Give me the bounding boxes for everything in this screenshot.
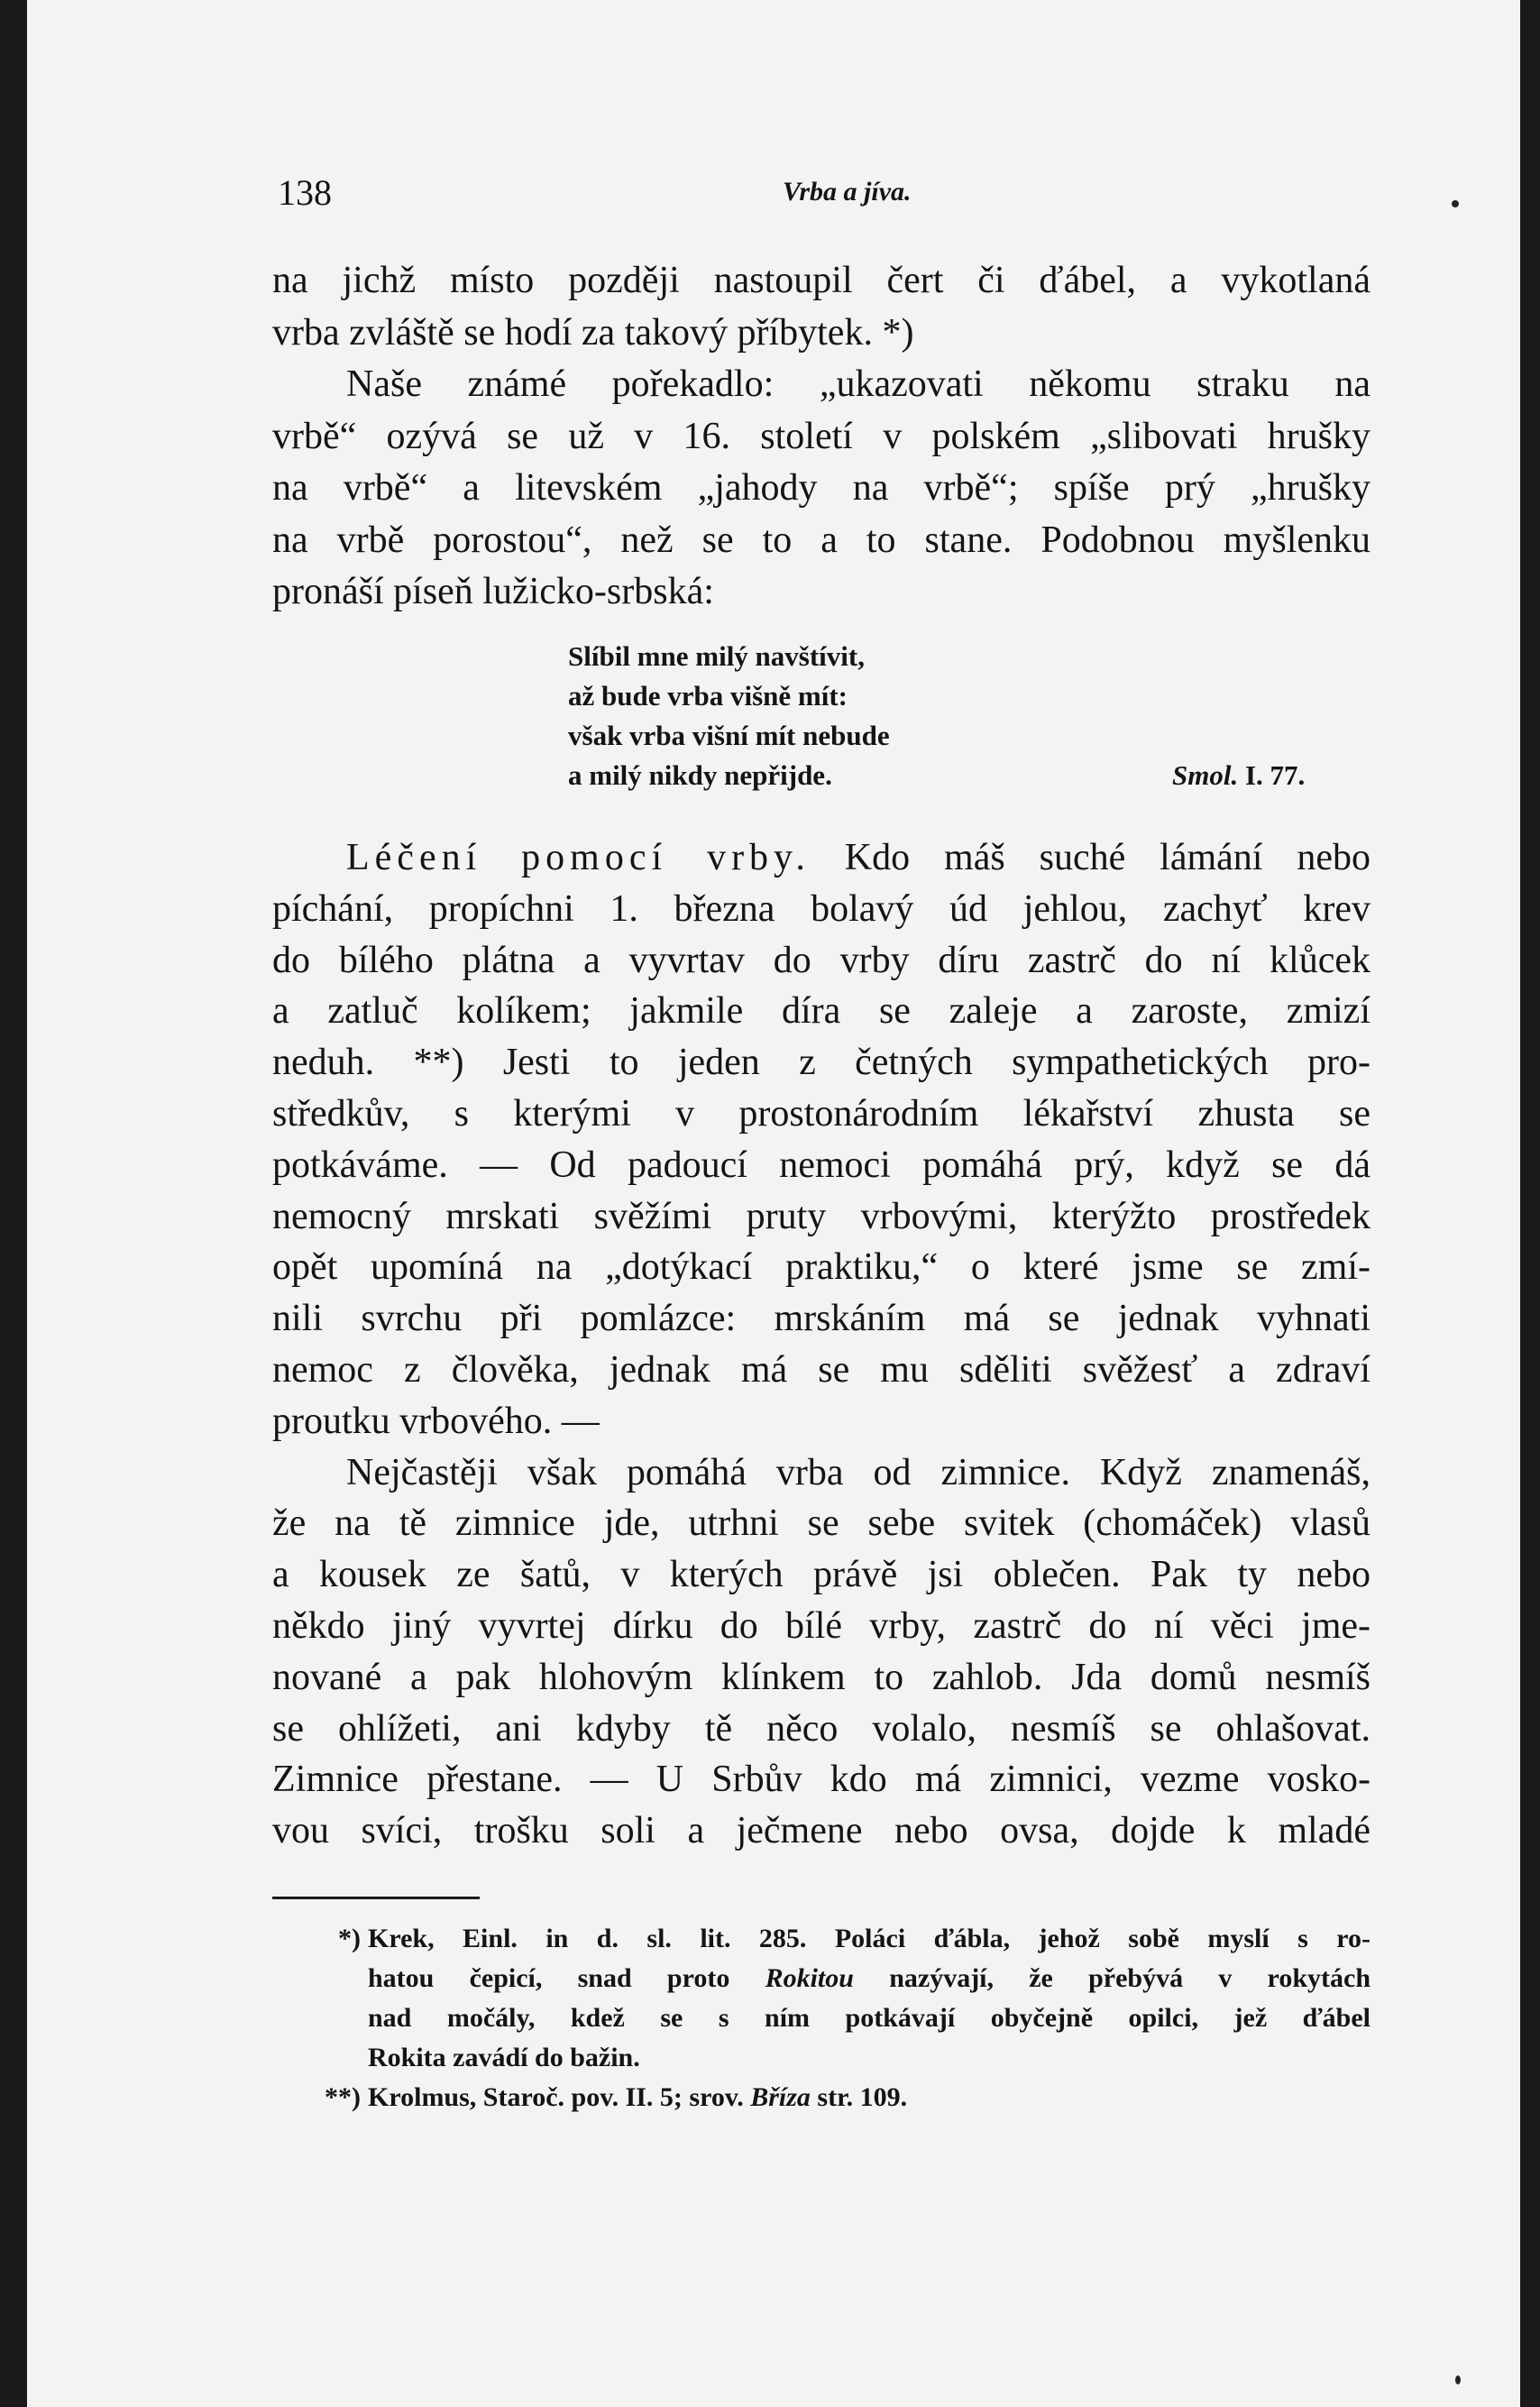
footnote-text: nazývají, že přebývá v rokytách — [889, 1963, 1371, 1993]
page-header — [278, 171, 1360, 225]
text-line: nované a pak hlohovým klínkem to zahlob. Jda domů nesmíš — [272, 1656, 1370, 1698]
text-line: nemoc z člověka, jednak má se mu sděliti svěžesť a zdraví — [272, 1348, 1370, 1391]
footnote-line: Rokita zavádí do bažin. — [368, 2043, 640, 2072]
footnote-text: Krolmus, Staroč. pov. II. 5; srov. — [368, 2082, 744, 2112]
text-line: že na tě zimnice jde, utrhni se sebe svitek (chomáček) vlasů — [272, 1502, 1370, 1545]
text-line: na vrbě“ a litevském „jahody na vrbě“; spíše prý „hrušky — [272, 467, 1370, 509]
text-line: pronáší píseň lužicko-srbská: — [272, 571, 714, 612]
text-line: Zimnice přestane. — U Srbův kdo má zimnici, vezme vosko- — [272, 1759, 1370, 1801]
footnote-line: Krek, Einl. in d. sl. lit. 285. Poláci ďábla, jehož sobě myslí s ro- — [368, 1924, 1370, 1953]
footnote-text: hatou čepicí, snad proto — [368, 1963, 730, 1993]
text-line: na vrbě porostou“, než se to a to stane. Podobnou myšlenku — [272, 519, 1370, 561]
verse-source-author: Smol. — [1172, 759, 1239, 791]
text-line: nili svrchu při pomlázce: mrskáním má se jednak vyhnati — [272, 1298, 1370, 1340]
text-line: na jichž místo později nastoupil čert či ďábel, a vykotlaná — [272, 260, 1370, 301]
footnote-text: str. 109. — [817, 2082, 908, 2112]
section-heading: Léčení pomocí vrby. — [346, 837, 811, 878]
text-line: vou svíci, trošku soli a ječmene nebo ovsa, dojde k mladé — [272, 1810, 1370, 1852]
footnote-divider — [272, 1897, 480, 1899]
main-text — [272, 255, 1370, 619]
footnote-mark: **) — [325, 2082, 361, 2112]
verse-line: však vrba višní mít nebude — [568, 720, 890, 751]
verse-source — [1172, 756, 1305, 795]
footnote-1 — [298, 1919, 1370, 2078]
text-line: středkův, s kterými v prostonárodním lékařství zhusta se — [272, 1092, 1370, 1135]
text-line: proutku vrbového. — — [272, 1400, 600, 1442]
text-line: píchání, propíchni 1. března bolavý úd jehlou, zachyť krev — [272, 887, 1370, 930]
footnote-italic: Rokitou — [765, 1963, 854, 1993]
text-line: do bílého plátna a vyvrtav do vrby díru zastrč do ní klůcek — [272, 939, 1370, 981]
footnote-line — [368, 1959, 1370, 1998]
text-line: se ohlížeti, ani kdyby tě něco volalo, nesmíš se ohlašovat. — [272, 1707, 1370, 1750]
verse-line: až bude vrba višně mít: — [568, 680, 848, 712]
heading-continuation: Kdo máš suché lámání nebo — [844, 837, 1370, 878]
footnote-line: nad močály, kdež se s ním potkávají obyčejně opilci, jež ďábel — [368, 2003, 1370, 2033]
text-line: vrba zvláště se hodí za takový příbytek. *) — [272, 311, 914, 354]
text-line: někdo jiný vyvrtej dírku do bílé vrby, zastrč do ní věci jme- — [272, 1604, 1370, 1647]
healing-section — [272, 832, 1370, 1857]
text-line: Nejčastěji však pomáhá vrba od zimnice. Když znamenáš, — [346, 1451, 1370, 1493]
text-line: Naše známé pořekadlo: „ukazovati někomu straku na — [346, 363, 1370, 405]
book-page — [27, 0, 1520, 2407]
footnotes — [298, 1919, 1370, 2118]
text-line: neduh. **) Jesti to jeden z četných sympathetických pro- — [272, 1042, 1370, 1084]
verse-source-ref: I. 77. — [1244, 759, 1306, 791]
text-line: a zatluč kolíkem; jakmile díra se zaleje a zaroste, zmizí — [272, 990, 1370, 1033]
intro-paragraph — [272, 255, 1370, 359]
verse-line: Slíbil mne milý navštívit, — [568, 640, 865, 672]
verse-line: a milý nikdy nepřijde. — [568, 759, 832, 791]
folk-song-verse — [568, 637, 1380, 795]
footnote-2 — [298, 2078, 1370, 2118]
proverb-paragraph — [272, 359, 1370, 619]
text-line: a kousek ze šatů, v kterých právě jsi oblečen. Pak ty nebo — [272, 1554, 1370, 1596]
page-number: 138 — [278, 172, 332, 213]
scan-speck — [1452, 200, 1459, 207]
text-line: potkáváme. — Od padoucí nemoci pomáhá prý, když se dá — [272, 1144, 1370, 1186]
running-title: Vrba a jíva. — [783, 177, 912, 207]
scan-speck — [1455, 2375, 1461, 2384]
text-line: opět upomíná na „dotýkací praktiku,“ o které jsme se zmí- — [272, 1246, 1370, 1289]
text-line: nemocný mrskati svěžími pruty vrbovými, kterýžto prostředek — [272, 1195, 1370, 1237]
footnote-mark: *) — [338, 1924, 361, 1953]
footnote-italic: Bříza — [750, 2082, 811, 2112]
text-line: vrbě“ ozývá se už v 16. století v polském „slibovati hrušky — [272, 415, 1370, 457]
text-line — [272, 832, 1370, 884]
